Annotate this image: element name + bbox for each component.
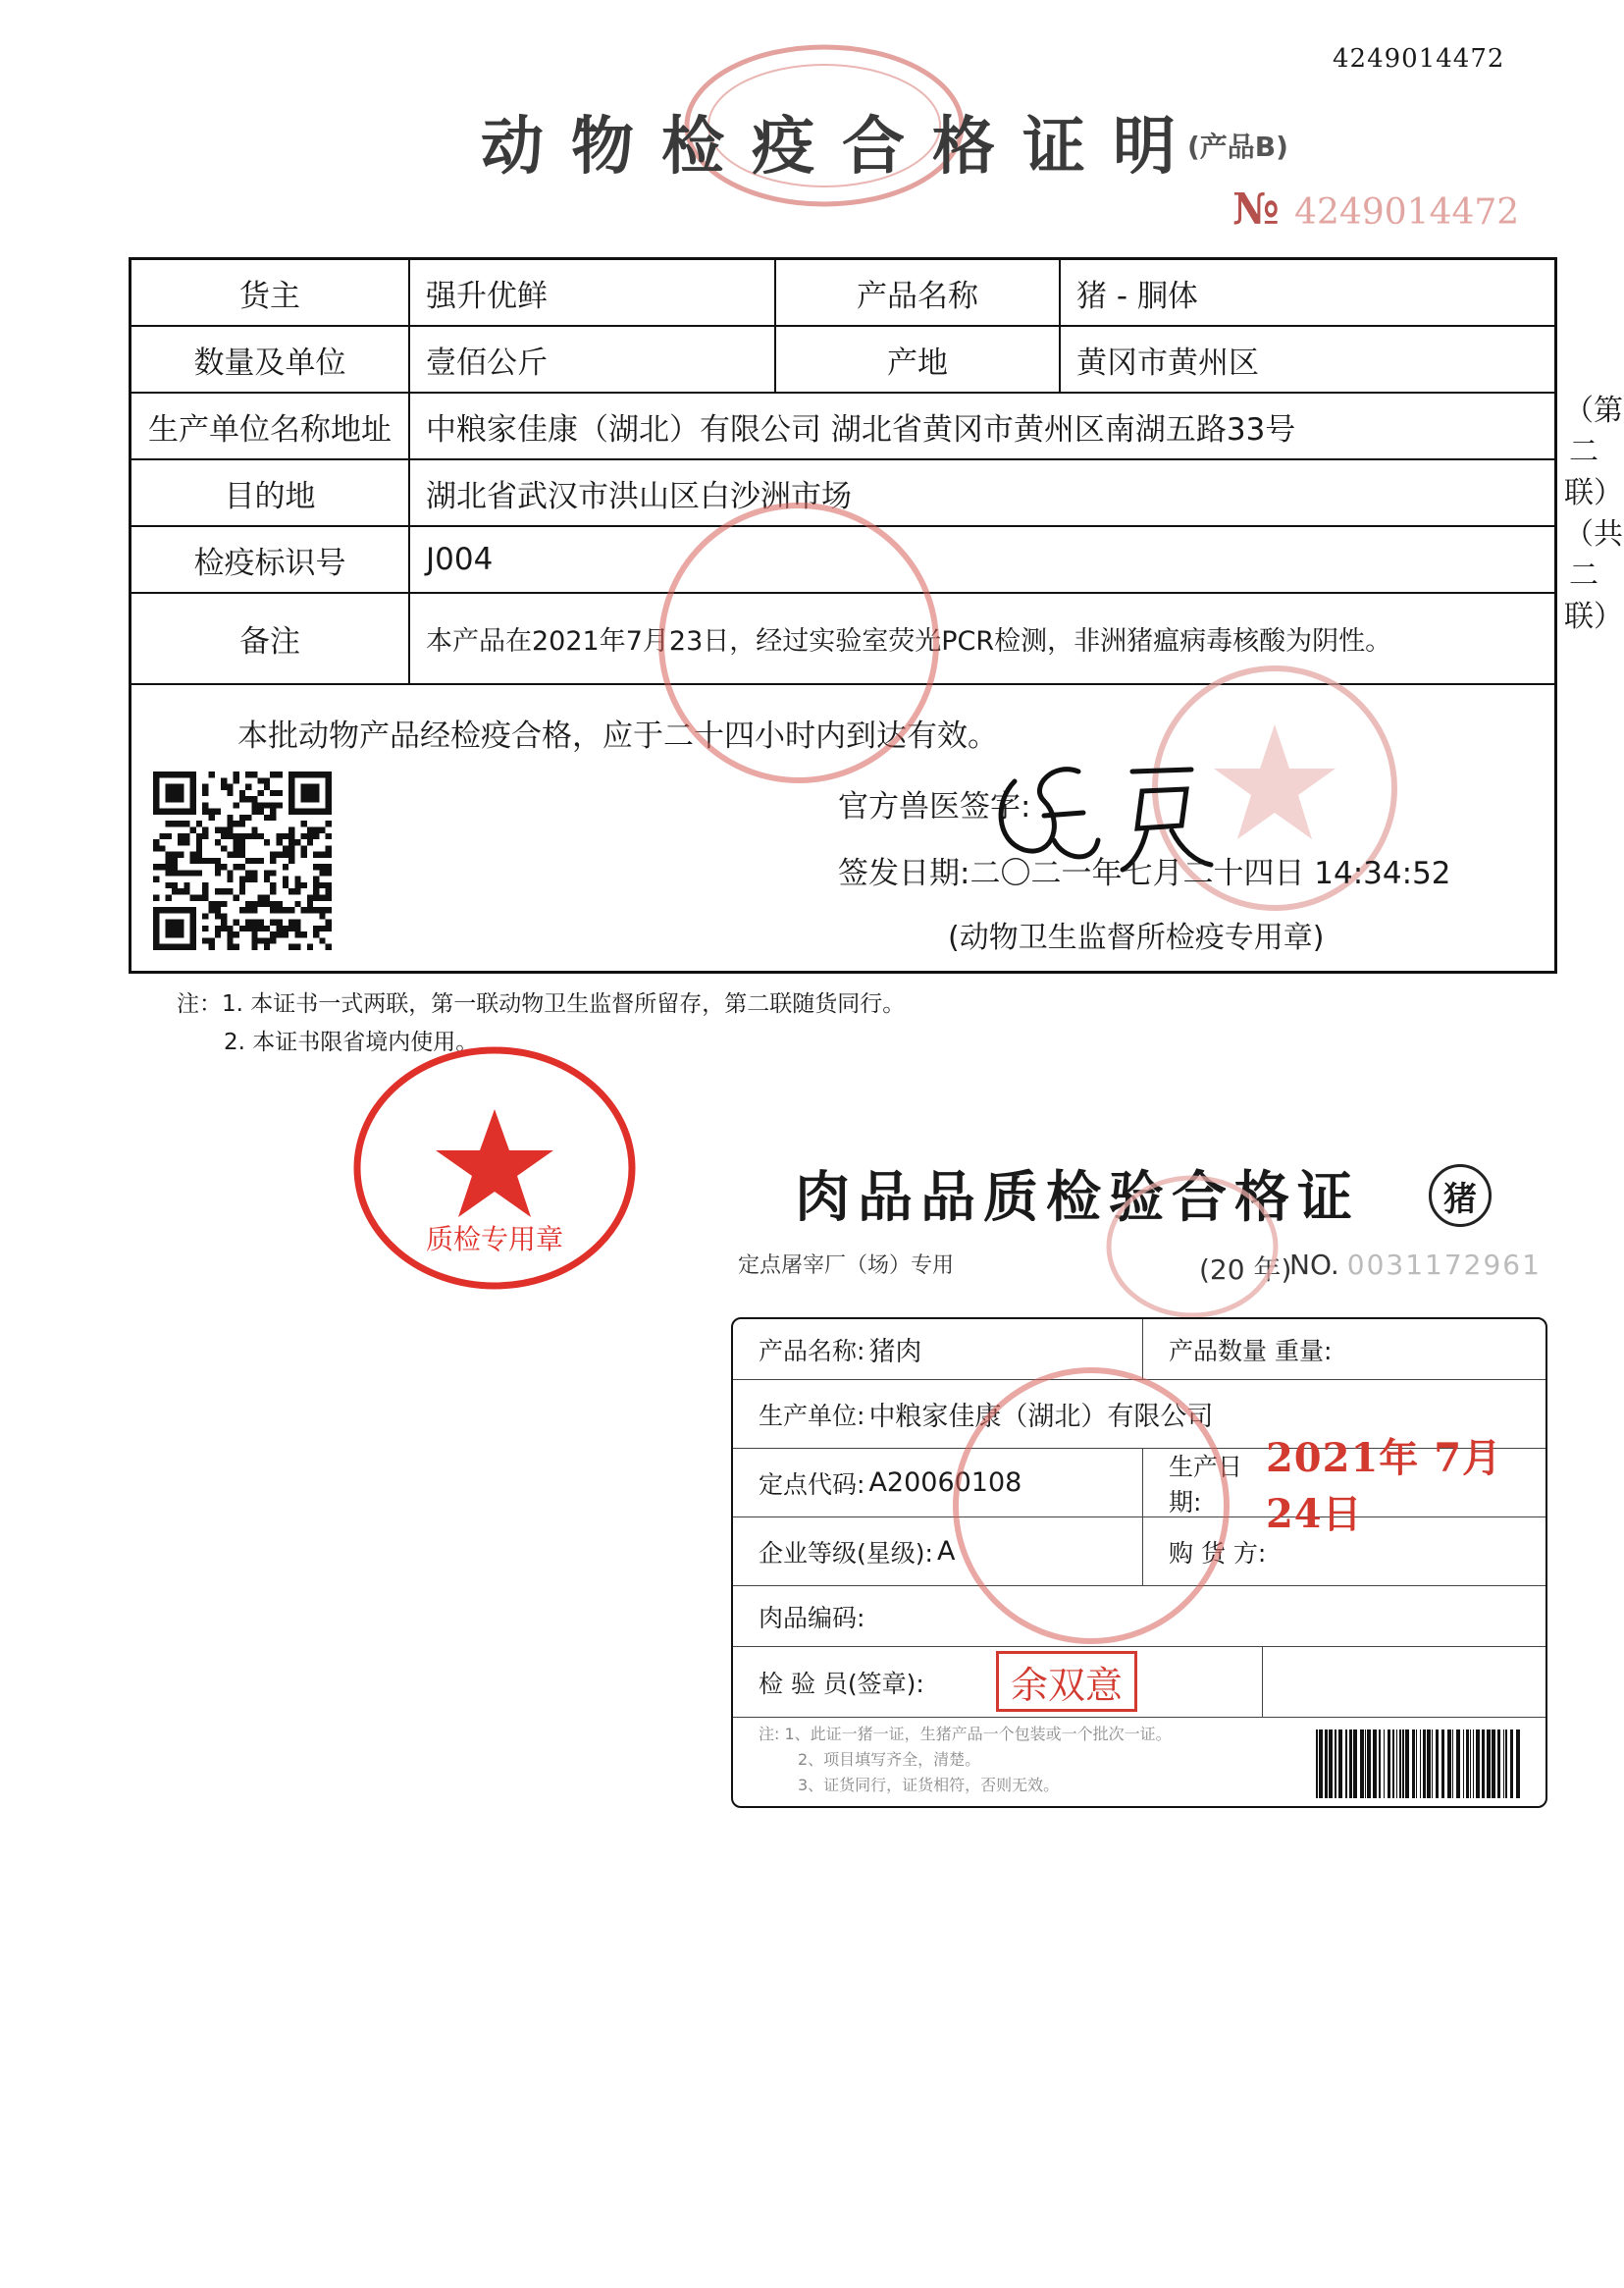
validity-note: 本批动物产品经检疫合格，应于二十四小时内到达有效。 <box>237 718 998 754</box>
number-value: 4249014472 <box>1294 192 1520 233</box>
meat-product-value: 猪肉 <box>868 1337 922 1367</box>
meat-inspector-cell <box>733 1647 1263 1717</box>
meat-date-value: 2021年 7月24日 <box>1265 1434 1503 1537</box>
company-stamp-faded <box>632 496 966 790</box>
note-line-2: 2. 本证书限省境内使用。 <box>224 1030 479 1055</box>
meat-buyer-label: 购 货 方: <box>1169 1538 1267 1568</box>
meat-cert-number <box>1289 1249 1542 1281</box>
owner-value: 强升优鲜 <box>410 260 776 325</box>
stamp-caption: (动物卫生监督所检疫专用章) <box>948 921 1325 955</box>
company-stamp-bottom <box>929 1358 1253 1653</box>
number-prefix: № <box>1232 185 1280 235</box>
meat-note-3: 3、证货同行，证货相符，否则无效。 <box>798 1776 1060 1794</box>
quarantine-mark-label: 检疫标识号 <box>131 527 410 592</box>
meat-note-2: 2、项目填写齐全，清楚。 <box>798 1750 981 1769</box>
meat-code-no-label: 肉品编码: <box>759 1603 865 1632</box>
certificate-number <box>1232 185 1519 235</box>
vet-signature-label: 官方兽医签字: <box>838 789 1031 825</box>
meat-inspector-label: 检 验 员(签章): <box>759 1669 924 1698</box>
meat-code-label: 定点代码: <box>759 1469 865 1499</box>
origin-value: 黄冈市黄州区 <box>1076 345 1259 381</box>
table-row <box>131 394 1554 460</box>
producer-label: 生产单位名称地址 <box>131 394 410 458</box>
certificate-subtitle: (产品B) <box>1187 131 1288 163</box>
table-row <box>131 260 1554 327</box>
table-row <box>733 1647 1545 1718</box>
meat-stamp-faded <box>1099 1168 1285 1325</box>
quantity-label: 数量及单位 <box>131 327 410 392</box>
meat-note-1: 注: 1、此证一猪一证，生猪产品一个包装或一个批次一证。 <box>759 1725 1172 1743</box>
meat-grade-label: 企业等级(星级): <box>759 1538 933 1568</box>
qr-code-icon <box>153 772 332 950</box>
owner-label: 货主 <box>131 260 410 325</box>
remarks-value: 本产品在2021年7月23日，经过实验室荧光PCR检测，非洲猪瘟病毒核酸为阴性。 <box>426 626 1392 657</box>
certificate-table <box>129 257 1557 974</box>
meat-producer-value: 中粮家佳康（湖北）有限公司 <box>868 1402 1214 1432</box>
meat-cert-subtitle: 定点屠宰厂（场）专用 <box>738 1253 955 1278</box>
meat-cert-year: (20 年) <box>1199 1253 1292 1286</box>
meat-date-label: 生产日期: <box>1169 1452 1243 1516</box>
quantity-value: 壹佰公斤 <box>410 327 776 392</box>
meat-product-label: 产品名称: <box>759 1336 865 1365</box>
barcode-icon <box>1312 1729 1528 1798</box>
meat-notes <box>759 1722 1172 1798</box>
note-line-1: 注：1. 本证书一式两联，第一联动物卫生监督所留存，第二联随货同行。 <box>177 991 906 1017</box>
meat-no-value: 0031172961 <box>1346 1249 1542 1281</box>
meat-cert-title: 肉品品质检验合格证 <box>795 1165 1360 1230</box>
table-row <box>131 327 1554 394</box>
meat-qty-label: 产品数量 重量: <box>1169 1336 1333 1365</box>
issue-date: 签发日期:二〇二一年七月二十四日 14:34:52 <box>838 856 1451 891</box>
meat-code-value: A20060108 <box>868 1467 1022 1498</box>
producer-value: 中粮家佳康（湖北）有限公司 湖北省黄冈市黄州区南湖五路33号 <box>426 411 1296 448</box>
meat-blank-cell <box>1263 1647 1545 1717</box>
destination-label: 目的地 <box>131 460 410 525</box>
remarks-label: 备注 <box>131 594 410 683</box>
product-label: 产品名称 <box>776 260 1061 325</box>
meat-no-label: NO. <box>1289 1249 1339 1281</box>
quarantine-mark-value: J004 <box>426 542 494 577</box>
destination-value: 湖北省武汉市洪山区白沙洲市场 <box>426 478 852 514</box>
meat-cert-table <box>731 1317 1547 1808</box>
stamp-sub-text: 质检专用章 <box>425 1223 564 1255</box>
meat-producer-label: 生产单位: <box>759 1401 865 1430</box>
serial-number: 4249014472 <box>1333 44 1505 74</box>
company-quality-stamp <box>347 1040 642 1296</box>
certificate-title: 动物检疫合格证明 <box>481 110 1203 184</box>
product-value: 猪 - 胴体 <box>1076 278 1198 314</box>
meat-grade-value: A <box>936 1536 956 1567</box>
copy-indicator: （第二联）（共二联） <box>1564 394 1623 634</box>
origin-label: 产地 <box>776 327 1061 392</box>
inspector-seal: 余双意 <box>996 1651 1137 1712</box>
pig-badge: 猪 <box>1429 1164 1492 1227</box>
